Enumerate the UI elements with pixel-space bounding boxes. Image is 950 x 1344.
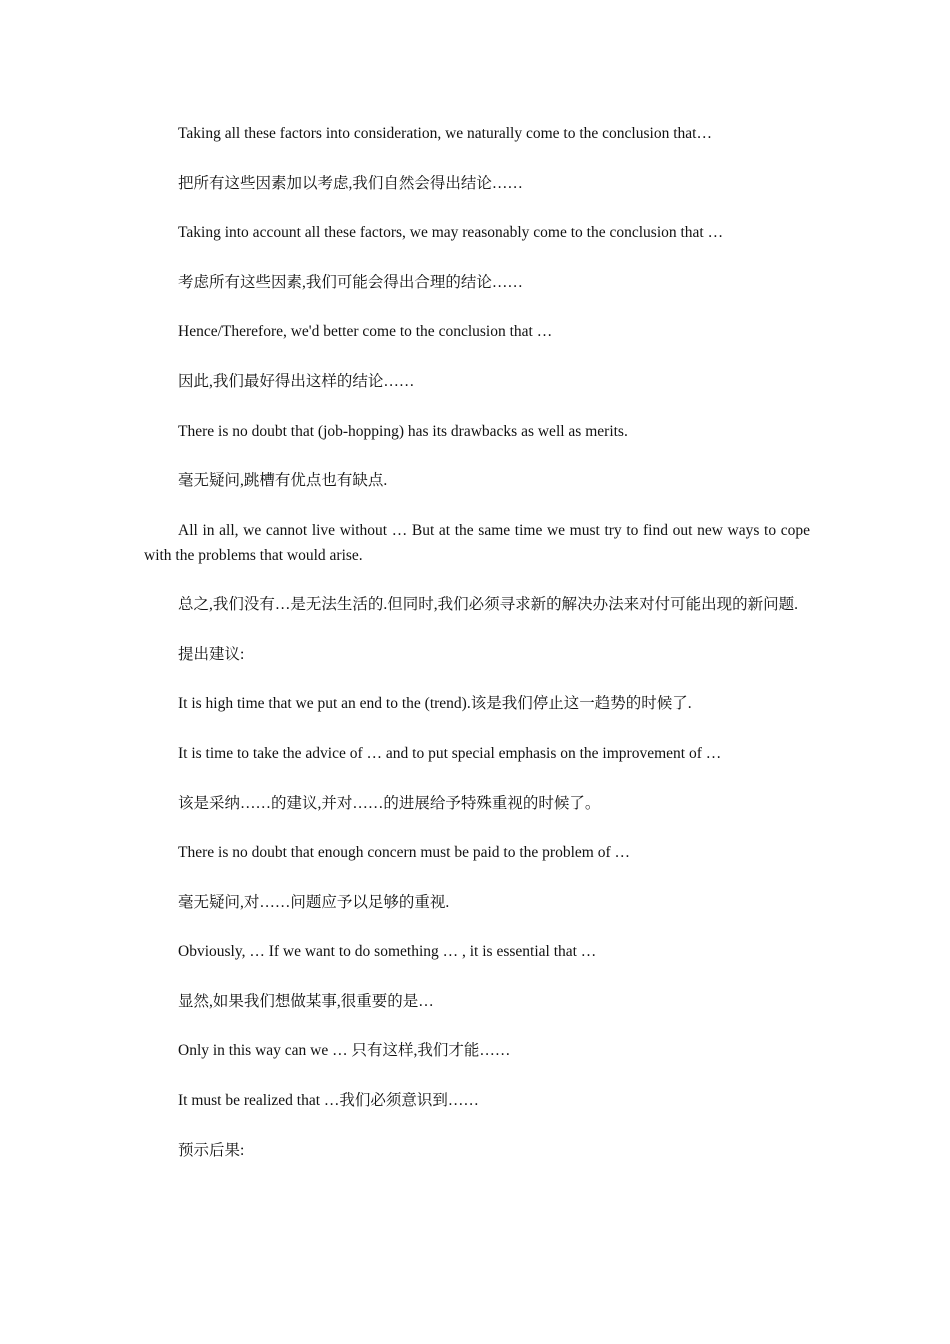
paragraph-take-advice-zh: 该是采纳……的建议,并对……的进展给予特殊重视的时候了。 bbox=[178, 794, 601, 812]
paragraph-must-be-realized: It must be realized that …我们必须意识到…… bbox=[178, 1092, 479, 1110]
paragraph-only-this-way: Only in this way can we … 只有这样,我们才能…… bbox=[178, 1042, 511, 1060]
paragraph-conclusion-en-2: Taking into account all these factors, we may reasonably come to the conclusion that … bbox=[178, 224, 724, 242]
paragraph-obviously-en: Obviously, … If we want to do something … , it is essential that … bbox=[178, 943, 597, 961]
document-page bbox=[144, 122, 810, 1188]
paragraph-doubt-en: There is no doubt that (job-hopping) has its drawbacks as well as merits. bbox=[178, 422, 628, 440]
paragraph-conclusion-zh-1: 把所有这些因素加以考虑,我们自然会得出结论…… bbox=[178, 174, 523, 192]
paragraph-conclusion-en-3: Hence/Therefore, we'd better come to the conclusion that … bbox=[178, 323, 553, 341]
paragraph-concern-zh: 毫无疑问,对……问题应予以足够的重视. bbox=[178, 893, 450, 911]
paragraph-conclusion-en-1: Taking all these factors into consideration, we naturally come to the conclusion that… bbox=[178, 125, 712, 142]
paragraph-concern-en: There is no doubt that enough concern must be paid to the problem of … bbox=[178, 844, 630, 862]
paragraph-obviously-zh: 显然,如果我们想做某事,很重要的是… bbox=[178, 992, 434, 1010]
paragraph-all-in-all-zh: 总之,我们没有…是无法生活的.但同时,我们必须寻求新的解决办法来对付可能出现的新问题. bbox=[178, 596, 799, 614]
section-heading-consequences: 预示后果: bbox=[178, 1141, 245, 1159]
paragraph-take-advice-en: It is time to take the advice of … and to put special emphasis on the improvement of … bbox=[178, 744, 722, 762]
paragraph-doubt-zh: 毫无疑问,跳槽有优点也有缺点. bbox=[178, 472, 388, 490]
paragraph-high-time: It is high time that we put an end to the (trend).该是我们停止这一趋势的时候了. bbox=[178, 695, 692, 713]
paragraph-conclusion-zh-3: 因此,我们最好得出这样的结论…… bbox=[178, 372, 415, 390]
paragraph-all-in-all-en: All in all, we cannot live without … But at the same time we must try to find out new ways to cope with the problems that would arise. bbox=[144, 521, 810, 564]
paragraph-conclusion-zh-2: 考虑所有这些因素,我们可能会得出合理的结论…… bbox=[178, 273, 523, 291]
section-heading-suggestions: 提出建议: bbox=[178, 645, 245, 663]
